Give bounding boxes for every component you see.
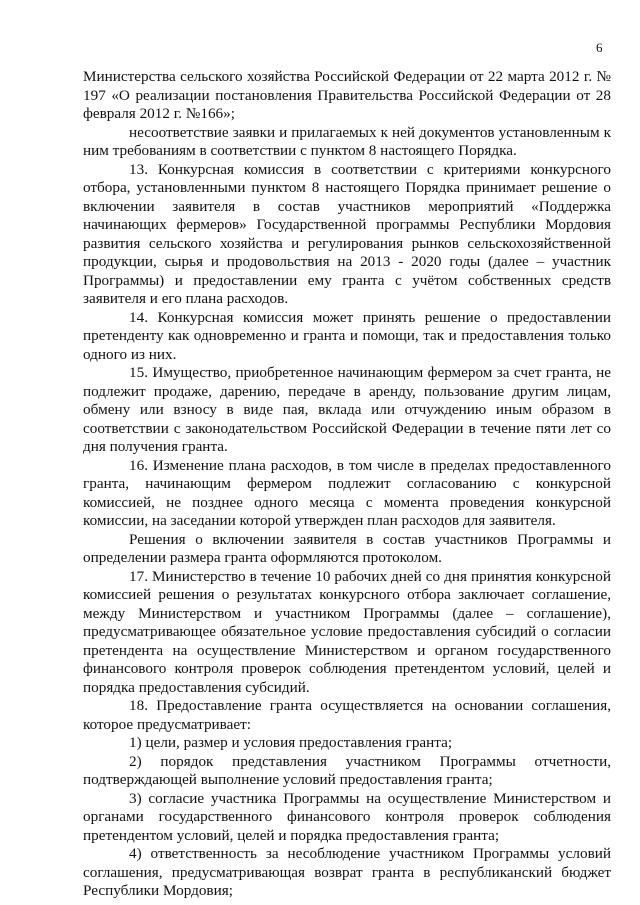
paragraph-14: 14. Конкурсная комиссия может принять решение о предоставлении претенденту как одновременно и гранта и помощи, так и предоставления только одного из них. bbox=[83, 308, 611, 363]
paragraph-17: 17. Министерство в течение 10 рабочих дней со дня принятия конкурсной комиссией решения о результатах конкурсного отбора заключает соглашение, между Министерством и участником Программы (далее – соглашение), предусматривающее обязательное условие предоставления субсидий о согласии претендента на осуществление Министерством и органом государственного финансового контроля проверок соблюдения претендентом условий, целей и порядка предоставления субсидий. bbox=[83, 567, 611, 696]
list-item-4: 4) ответственность за несоблюдение участником Программы условий соглашения, предусматривающая возврат гранта в республиканский бюджет Республики Мордовия; bbox=[83, 845, 611, 899]
list-item-1: 1) цели, размер и условия предоставления гранта; bbox=[129, 734, 453, 751]
paragraph-continuation: Министерства сельского хозяйства Российской Федерации от 22 марта 2012 г. № 197 «О реализации постановления Правительства Российской Федерации от 28 февраля 2012 г. №166»; bbox=[83, 68, 611, 122]
list-item-3: 3) согласие участника Программы на осуществление Министерством и органами государственного финансового контроля проверок соблюдения претендентом условий, целей и порядка предоставления гранта; bbox=[83, 789, 611, 844]
paragraph-18: 18. Предоставление гранта осуществляется на основании соглашения, которое предусматривает: bbox=[83, 697, 611, 733]
paragraph-decisions: Решения о включении заявителя в состав участников Программы и определении размера гранта оформляются протоколом. bbox=[83, 530, 611, 566]
paragraph-item-nonconformity: несоответствие заявки и прилагаемых к ней документов установленным к ним требованиям в соответствии с пунктом 8 настоящего Порядка. bbox=[83, 123, 611, 159]
list-item-2: 2) порядок представления участником Программы отчетности, подтверждающей выполнение условий предоставления гранта; bbox=[83, 752, 611, 788]
paragraph-15: 15. Имущество, приобретенное начинающим фермером за счет гранта, не подлежит продаже, дарению, передаче в аренду, пользование другим лицам, обмену или взносу в виде пая, вклада или отчуждению иным образом в соответствии с законодательством Российской Федерации в течение пяти лет со дня получения гранта. bbox=[83, 364, 611, 455]
page-number: 6 bbox=[596, 40, 603, 55]
paragraph-13: 13. Конкурсная комиссия в соответствии с критериями конкурсного отбора, установленными пунктом 8 настоящего Порядка принимает решение о включении заявителя в состав участников мероприятий «Поддержка начинающих фермеров» Государственной программы Республики Мордовия развития сельского хозяйства и регулирования рынков сельскохозяйственной продукции, сырья и продовольствия на 2013 - 2020 годы (далее – участник Программы) и предоставлении ему гранта с учётом собственных средств заявителя и его плана расходов. bbox=[83, 160, 611, 307]
paragraph-16: 16. Изменение плана расходов, в том числе в пределах предоставленного гранта, начинающим фермером подлежит согласованию с конкурсной комиссией, не позднее одного месяца с момента проведения конкурсной комиссии, на заседании которой утвержден план расходов для заявителя. bbox=[83, 456, 611, 529]
document-body bbox=[83, 68, 611, 901]
